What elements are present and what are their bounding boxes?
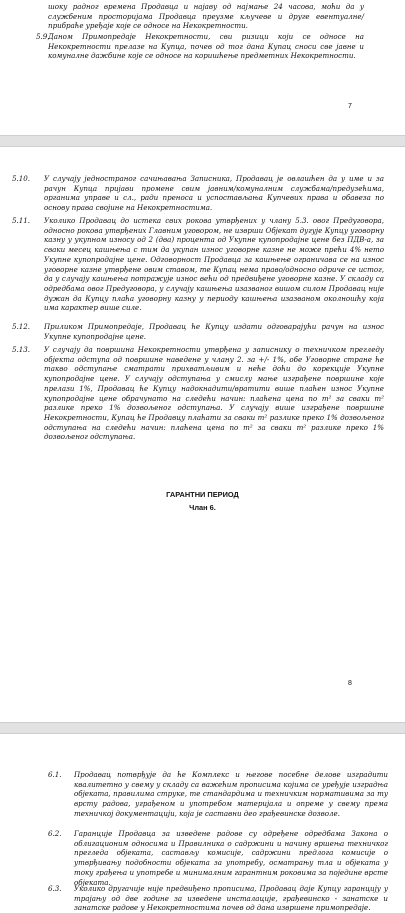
clause-5-11 bbox=[12, 216, 384, 313]
page-number: 8 bbox=[348, 680, 352, 687]
clause-5-9 bbox=[36, 32, 364, 61]
clause-number: 6.1. bbox=[48, 770, 62, 779]
clause-5-12 bbox=[12, 322, 384, 341]
clause-6-1 bbox=[48, 770, 388, 819]
clause-5-10 bbox=[12, 174, 384, 213]
page-number: 7 bbox=[348, 103, 352, 110]
clause-number: 5.12. bbox=[12, 322, 31, 331]
section-heading-article: Члан 6. bbox=[189, 503, 216, 512]
clause-text: Даном Примопредаје Некокретности, сви ризици који се односе на Некокретности прелазе на Купца, почев од тог дана Купац сноси све јавне и комуналне дажбине које се односе на коришћење предметних Некокретности. bbox=[48, 32, 364, 61]
clause-text: Гаранције Продавца за изведене радове су одређене одредбама Закона о облигационим односима и Правилника о садржини и начину вршења техничког прегледа објеката, састављу комисије, садржини предлога комисије о утврђивању подобности објеката за употребу, осматрању тла и објеката у току грађења и употребе и минималним гарантним роковима за поједине врсте објеката. bbox=[74, 829, 388, 887]
page-separator bbox=[0, 135, 405, 147]
page-7-bottom bbox=[0, 0, 405, 135]
clause-text: Продавац потврђује да ће Комплекс и његове посебне делове изградити квалитетно у свему у складу са важећим прописима којима се уређује изградња објеката, правилима струке, те стандардима и техничким нормативима за ту врсту радова, уграђеном и употребом материјала и опреме у свему према техничкој документацији, која је саставни део грађевинске дозволе. bbox=[74, 770, 388, 818]
page-9-top bbox=[0, 734, 405, 913]
continuation-text: шоку радног времена Продавца и најаву од најмање 24 часова, моћи да у службеним просторијама Продавца преузме кључеве и друге евентуалне/прибраће уређаје које се односе на Некокретности. bbox=[48, 2, 364, 31]
clause-5-8-continuation bbox=[36, 2, 364, 31]
page-8 bbox=[0, 147, 405, 722]
clause-number: 5.13. bbox=[12, 345, 31, 354]
clause-text: У случају једностраног сачињавања Записника, Продавац је овлашћен да у име и за рачун Купца пријави промене свим јавним/комуналним службама/предузећима, органима управе и сл., ради преноса и успостављања Купчевих права и обавеза по основу права својине на Некокретностима. bbox=[44, 174, 384, 213]
clause-number: 5.10. bbox=[12, 174, 31, 183]
clause-6-3 bbox=[48, 884, 388, 913]
clause-number: 5.9. bbox=[36, 32, 50, 41]
page-separator bbox=[0, 722, 405, 734]
clause-number: 5.11. bbox=[12, 216, 31, 225]
clause-text: Приликом Примопредаје, Продавац ће Купцу издати одговарајући рачун на износ Укупне купопродајне цене. bbox=[44, 322, 384, 341]
section-heading-title: ГАРАНТНИ ПЕРИОД bbox=[166, 490, 239, 499]
clause-6-2 bbox=[48, 829, 388, 887]
clause-number: 6.3. bbox=[48, 884, 62, 893]
clause-number: 6.2. bbox=[48, 829, 62, 838]
clause-text: У случају да површина Некокретности утврђена у записнику о техничком прегледу објекта одступа од површине наведене у члану 2. за +/- 1%, обе Уговорне стране ће такво одступање сматрати прихватљивим и неће доћи до корекције Укупне купопродајне цене. У случају одступања у смислу мање изграђене површине које прелази 1%, Продавац ће Купцу надокнадити/вратити више плаћен износ Укупне купопродајне цене обрачунато на следећи начин: плаћена цена по m² за сваки m² разлике преко 1% дозвољеног одступања. У случају више изграђене површине Некокретности, Купац ће Продавцу плаћати за сваки m² разлике преко 1% дозвољеног одступања на следећи начин: плаћена цена по m² за сваки m² разлике преко 1% дозвољеног одступања. bbox=[44, 345, 384, 442]
clause-5-13 bbox=[12, 345, 384, 442]
clause-text: Уколико Продавац до истека свих рокова утврђених у члану 5.3. овог Предуговора, односно рокова утврђених Главним уговором, не изврши Објекат дугује Купцу уговорну казну у укупном износу од 2 (два) процента од Укупне купопродајне цене без ПДВ-а, за сваки месец кашњења с тим да укупан износ уговорне казне не може прећи 4% нето Укупне купопродајне цене. Одговорност Продавца за кашњење ограничава се на износ уговорне казне утврђене овим ставом, те Купац нема право/односно одриче се истог, да у случају кашњења потражује износ већи од предвиђене уговорне казне. У складу са одредбама овог Предуговора, у случају кашњења изазваног вишом силом Продавац није дужан да Купцу плаћа уговорну казну у периоду кашњења изазваном околношћу која има карактер више силе. bbox=[44, 216, 384, 313]
clause-text: Уколико другачије није предвиђено прописима, Продавац даје Купцу гаранцију у трајању од две године за изведене инсталације, грађевинско - занатске и занатске радове у Некокретностима почев од дана извршене примопредаје. bbox=[74, 884, 388, 913]
